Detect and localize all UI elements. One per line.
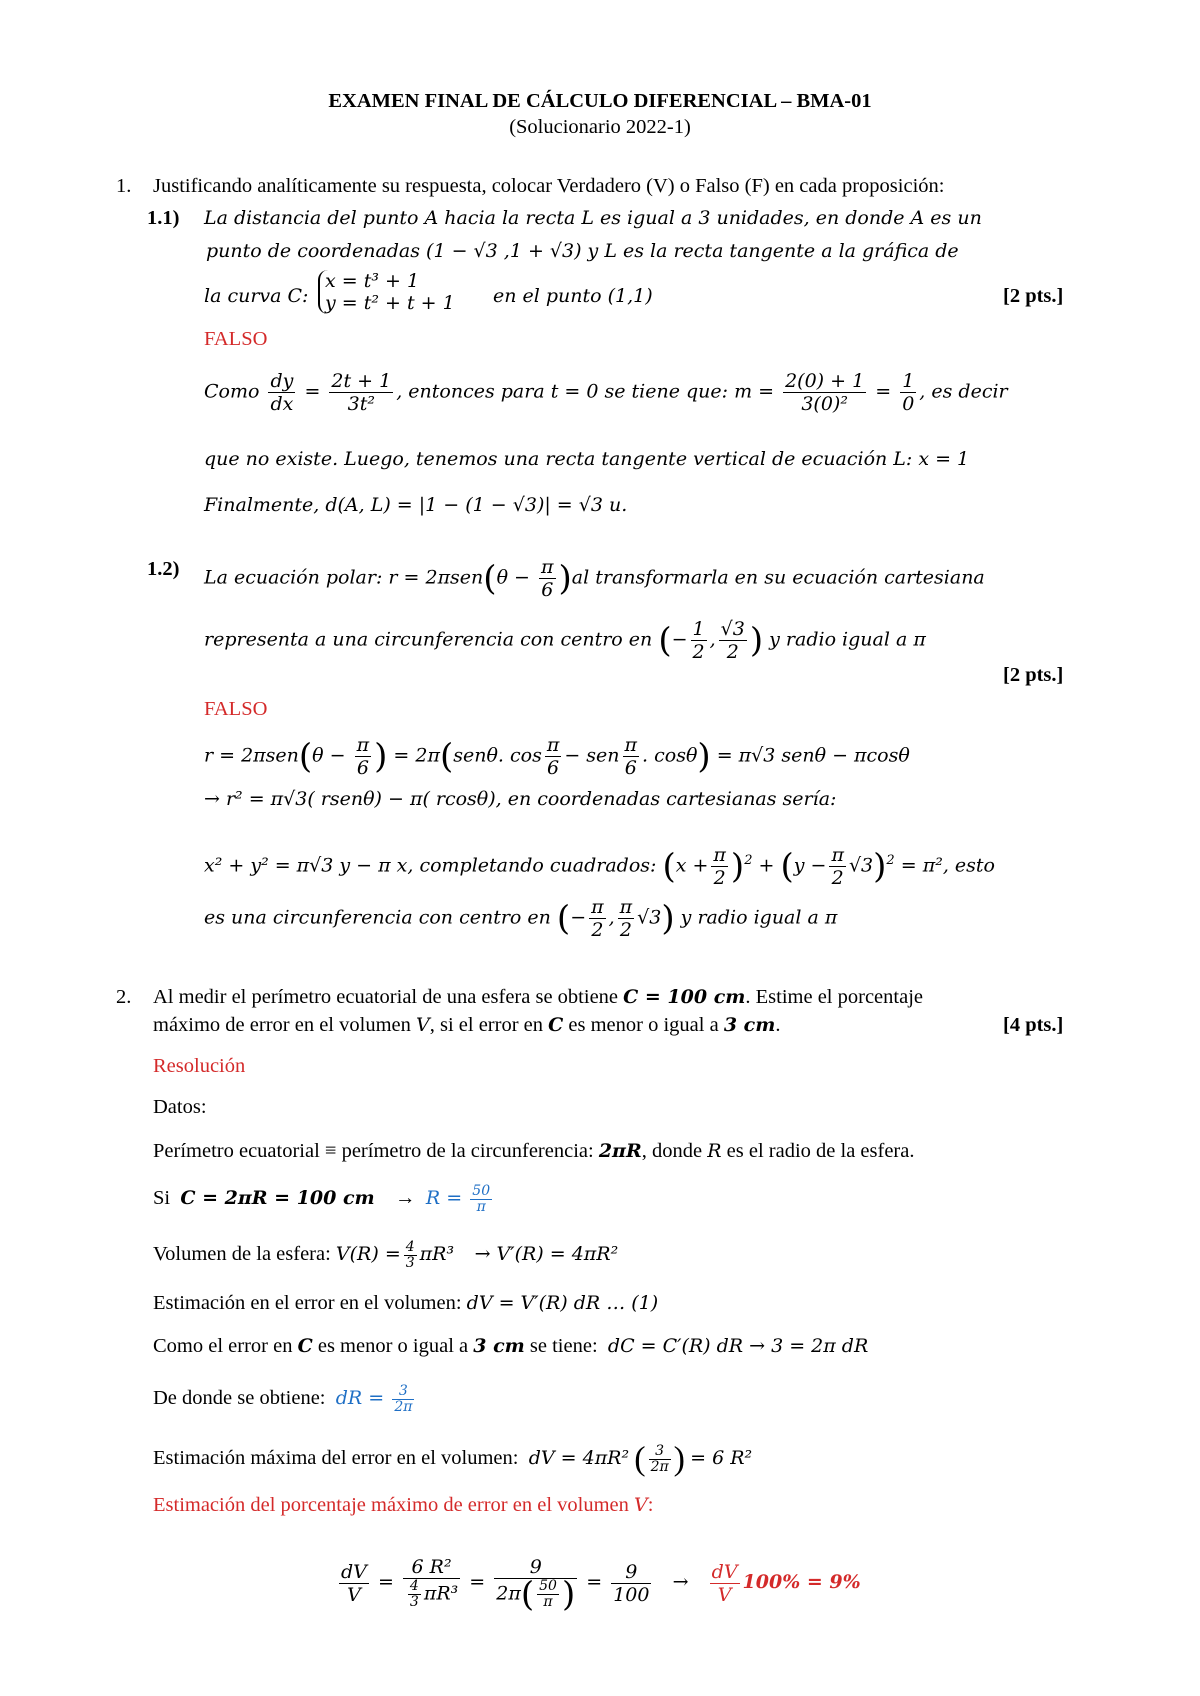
curve-system	[318, 270, 455, 314]
question-2-prompt-line2: máximo de error en el volumen V, si el error en C es menor o igual a 3 cm.	[153, 1014, 781, 1036]
paren-close: )	[749, 620, 764, 661]
prop-1-1-line1: La distancia del punto A hacia la recta L es igual a 3 unidades, en donde A es un	[204, 207, 982, 229]
fraction-3-over-2pi: $\frac{3}{2\pi}$	[394, 1383, 413, 1415]
exam-title: EXAMEN FINAL DE CÁLCULO DIFERENCIAL – BMA-01	[328, 90, 872, 112]
question-2-points: [4 pts.]	[1003, 1014, 1064, 1036]
fraction-pi-over-6: $\frac{\pi}{6}$	[546, 734, 560, 779]
curve-system-brace	[318, 270, 455, 314]
dR-result: De donde se obtiene: dR = $\frac{3}{2\pi}$	[153, 1383, 413, 1415]
fraction-9-over-100: $\frac{9}{100}$	[613, 1560, 650, 1606]
prop-1-1-line3-suffix: en el punto (1,1)	[493, 285, 653, 307]
fraction-pi-over-6: $\frac{\pi}{6}$	[356, 734, 370, 779]
fraction-pi-over-2: $\frac{\pi}{2}$	[619, 896, 633, 941]
fraction-dV-over-V-result: $\frac{dV}{V}$	[711, 1560, 738, 1606]
fraction-pi-over-2: $\frac{\pi}{2}$	[713, 844, 726, 889]
fraction-derivative: $\frac{2t + 1}{\text{3t²}}$	[331, 370, 392, 415]
fraction-9-over-2pi-term: 9 2π( $\frac{50}{\pi}$ )	[496, 1556, 576, 1615]
volume-error-estimate: Estimación en el error en el volumen: dV = V′(R) dR … (1)	[153, 1292, 659, 1314]
prop-1-1-points: [2 pts.]	[1003, 285, 1064, 307]
curve-system-x: x = t³ + 1	[325, 270, 420, 292]
circumference-error: Como el error en C es menor o igual a 3 cm se tiene: dC = C′(R) dR → 3 = 2π dR	[153, 1335, 869, 1357]
fraction-4-over-3: $\frac{4}{3}$	[405, 1239, 415, 1271]
question-1-number: 1.	[116, 175, 132, 197]
solution-1-2-step4: es una circunferencia con centro en (− $\frac{\pi}{2}$ , $\frac{\pi}{2}$ √3) y radio igual a π	[204, 896, 838, 941]
fraction-one-over-zero: $\frac{1}{0}$	[902, 370, 915, 415]
solution-1-1-step1: Como $\frac{dy}{dx}$ = $\frac{2t + 1}{\text{3t²}}$ , entonces para t = 0 se tiene que: m = $\frac{2(0) + 1}{\text{3(0)²}}$ = $\frac{1}{0}$ , es decir	[204, 370, 1008, 415]
prop-1-1-line2: punto de coordenadas (1 − √3 ,1 + √3) y L es la recta tangente a la gráfica de	[206, 240, 959, 262]
data-heading: Datos:	[153, 1096, 207, 1118]
prop-1-2-line1: La ecuación polar: r = 2πsen(θ − $\frac{\pi}{6}$ )al transformarla en su ecuación cartesiana	[204, 556, 985, 601]
curve-system-y: y = t² + t + 1	[325, 292, 455, 314]
fraction-pi-over-6: $\frac{\pi}{6}$	[541, 556, 554, 601]
question-2-prompt-line1: Al medir el perímetro ecuatorial de una esfera se obtiene C = 100 cm. Estime el porcentaje	[153, 986, 923, 1008]
fraction-half: $\frac{1}{2}$	[692, 618, 705, 663]
fraction-pi-over-2: $\frac{\pi}{2}$	[831, 844, 844, 889]
percentage-heading: Estimación del porcentaje máximo de error en el volumen V:	[153, 1494, 654, 1516]
fraction-dy-dx: $\frac{dy}{dx}$	[270, 370, 294, 415]
prop-1-1-label: 1.1)	[147, 207, 180, 229]
question-2-number: 2.	[116, 986, 132, 1008]
fraction-sqrt3-over-2: $\frac{√3}{2}$	[720, 618, 745, 663]
volume-statement: Volumen de la esfera: V(R) = $\frac{4}{3}$ πR³ → V′(R) = 4πR²	[153, 1239, 619, 1271]
exam-subtitle: (Solucionario 2022-1)	[509, 116, 691, 138]
prop-1-2-answer: FALSO	[204, 698, 268, 720]
prop-1-1-line3-prefix: la curva C:	[204, 285, 309, 307]
fraction-slope: $\frac{2(0) + 1}{\text{3(0)²}}$	[785, 370, 865, 415]
resolution-heading: Resolución	[153, 1055, 246, 1077]
prop-1-1-answer: FALSO	[204, 328, 268, 350]
prop-1-2-line2: representa a una circunferencia con centro en (− $\frac{1}{2}$ , $\frac{√3}{2}$ ) y radio igual a π	[204, 618, 926, 663]
solution-1-2-step2: → r² = π√3( rsenθ) − π( rcosθ), en coordenadas cartesianas sería:	[204, 788, 837, 810]
prop-1-2-points: [2 pts.]	[1003, 664, 1064, 686]
fraction-pi-over-6: $\frac{\pi}{6}$	[624, 734, 638, 779]
fraction-50-over-pi: $\frac{50}{\pi}$	[472, 1183, 491, 1215]
solution-1-1-step2: que no existe. Luego, tenemos una recta tangente vertical de ecuación L: x = 1	[204, 448, 970, 470]
final-percentage-formula: $\frac{dV}{V}$ = 6 R² $\frac{4}{3}$ πR³ = 9 2π( $\frac{50}{\pi}$ ) = $\frac{9}{100}$ → $\frac{dV}{V}$ 100% = 9%	[341, 1556, 861, 1615]
paren-open: (	[658, 620, 672, 661]
prop-1-2-label: 1.2)	[147, 558, 180, 580]
perimeter-statement: Perímetro ecuatorial ≡ perímetro de la circunferencia: 2πR, donde R es el radio de la esfera.	[153, 1140, 915, 1162]
solution-1-2-step3: x² + y² = π√3 y − π x, completando cuadrados: (x + $\frac{\pi}{2}$ )$^2$ + (y − $\frac{\pi}{2}$ √3)$^2$ = π², esto	[204, 844, 995, 889]
paren-open: (	[483, 558, 497, 599]
question-1-prompt: Justificando analíticamente su respuesta, colocar Verdadero (V) o Falso (F) en cada proposición:	[153, 175, 945, 197]
solution-1-1-step3: Finalmente, d(A, L) = |1 − (1 − √3)| = √3 u.	[204, 494, 628, 516]
fraction-pi-over-2: $\frac{\pi}{2}$	[591, 896, 604, 941]
paren-close: )	[558, 558, 572, 599]
radius-statement: Si C = 2πR = 100 cm → R = $\frac{50}{\pi}$	[153, 1183, 491, 1215]
fraction-dV-over-V: $\frac{dV}{V}$	[341, 1560, 367, 1606]
fraction-3-over-2pi: $\frac{3}{2\pi}$	[650, 1443, 669, 1475]
max-volume-error: Estimación máxima del error en el volumen: dV = 4πR² ( $\frac{3}{2\pi}$ ) = 6 R²	[153, 1440, 753, 1478]
final-result: 100% = 9%	[742, 1571, 861, 1593]
step1-text-como: Como	[204, 380, 260, 403]
solution-1-2-step1: r = 2πsen(θ − $\frac{\pi}{6}$ ) = 2π(senθ. cos $\frac{\pi}{6}$ − sen $\frac{\pi}{6}$ . cosθ) = π√3 senθ − πcosθ	[204, 734, 910, 779]
fraction-6R2-over-volume: 6 R² $\frac{4}{3}$ πR³	[403, 1556, 460, 1610]
